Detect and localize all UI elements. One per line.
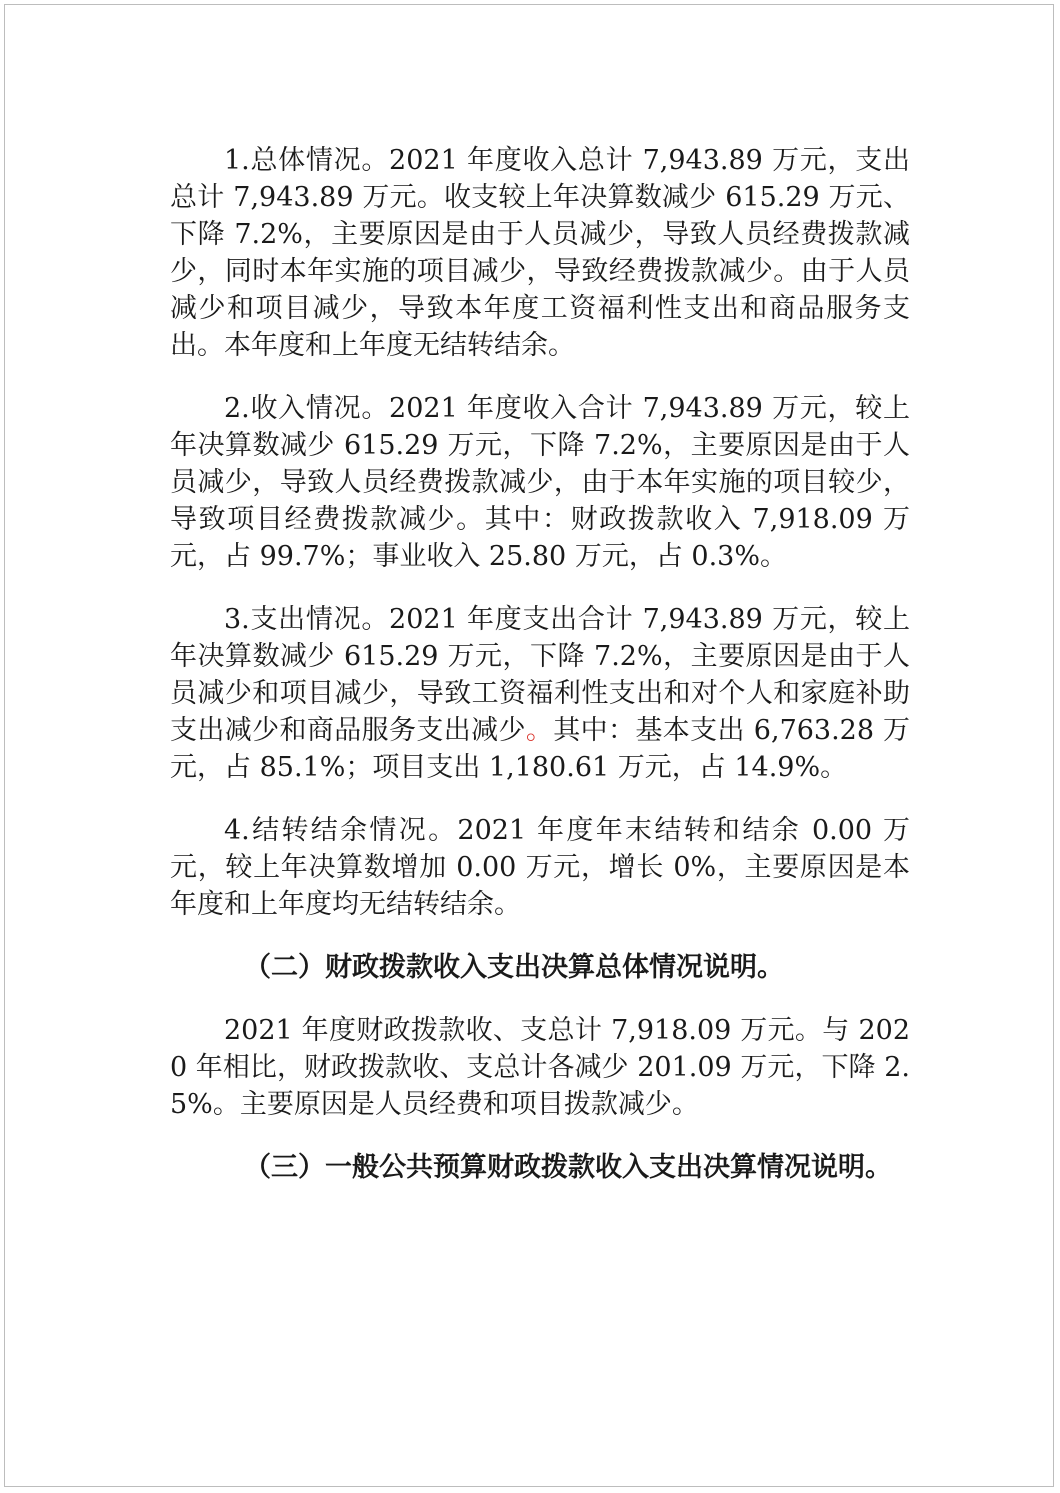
red-period-mark: 。 [525,715,554,746]
section-heading-general-budget: （三）一般公共预算财政拨款收入支出决算情况说明。 [244,1152,892,1183]
document-body [170,142,910,1186]
paragraph-fiscal-appropriation: 2021 年度财政拨款收、支总计 7,918.09 万元。与 2020 年相比，财政拨款收、支总计各减少 201.09 万元，下降 2.5%。主要原因是人员经费和项目拨款减少。 [170,1015,910,1120]
paragraph-overall: 1.总体情况。2021 年度收入总计 7,943.89 万元，支出总计 7,943.89 万元。收支较上年决算数减少 615.29 万元、下降 7.2%，主要原因是由于人员减少，导致人员经费拨款减少，同时本年实施的项目减少，导致经费拨款减少。由于人员减少和项目减少，导致本年度工资福利性支出和商品服务支出。本年度和上年度无结转结余。 [170,145,910,361]
paragraph-gap [170,786,910,812]
paragraph-gap [170,923,910,949]
section-heading-fiscal-appropriation: （二）财政拨款收入支出决算总体情况说明。 [244,952,784,983]
document-page [4,4,1054,1487]
paragraph-gap [170,364,910,390]
paragraph-gap [170,986,910,1012]
paragraph-income: 2.收入情况。2021 年度收入合计 7,943.89 万元，较上年决算数减少 615.29 万元，下降 7.2%，主要原因是由于人员减少，导致人员经费拨款减少，由于本年实施的项目较少，导致项目经费拨款减少。其中：财政拨款收入 7,918.09 万元，占 99.7%；事业收入 25.80 万元，占 0.3%。 [170,393,910,572]
expenditure-text-part2: 其中：基本支出 6,763.28 万元，占 85.1%；项目支出 1,180.61 万元，占 14.9%。 [170,715,910,783]
paragraph-gap [170,575,910,601]
expenditure-text-part1: 3.支出情况。2021 年度支出合计 7,943.89 万元，较上年决算数减少 615.29 万元，下降 7.2%，主要原因是由于人员减少和项目减少，导致工资福利性支出和对个人和家庭补助支出减少和商品服务支出减少 [170,604,910,746]
paragraph-expenditure [170,601,910,786]
paragraph-gap [170,1123,910,1149]
paragraph-carryover: 4.结转结余情况。2021 年度年末结转和结余 0.00 万元，较上年决算数增加 0.00 万元，增长 0%，主要原因是本年度和上年度均无结转结余。 [170,815,910,920]
